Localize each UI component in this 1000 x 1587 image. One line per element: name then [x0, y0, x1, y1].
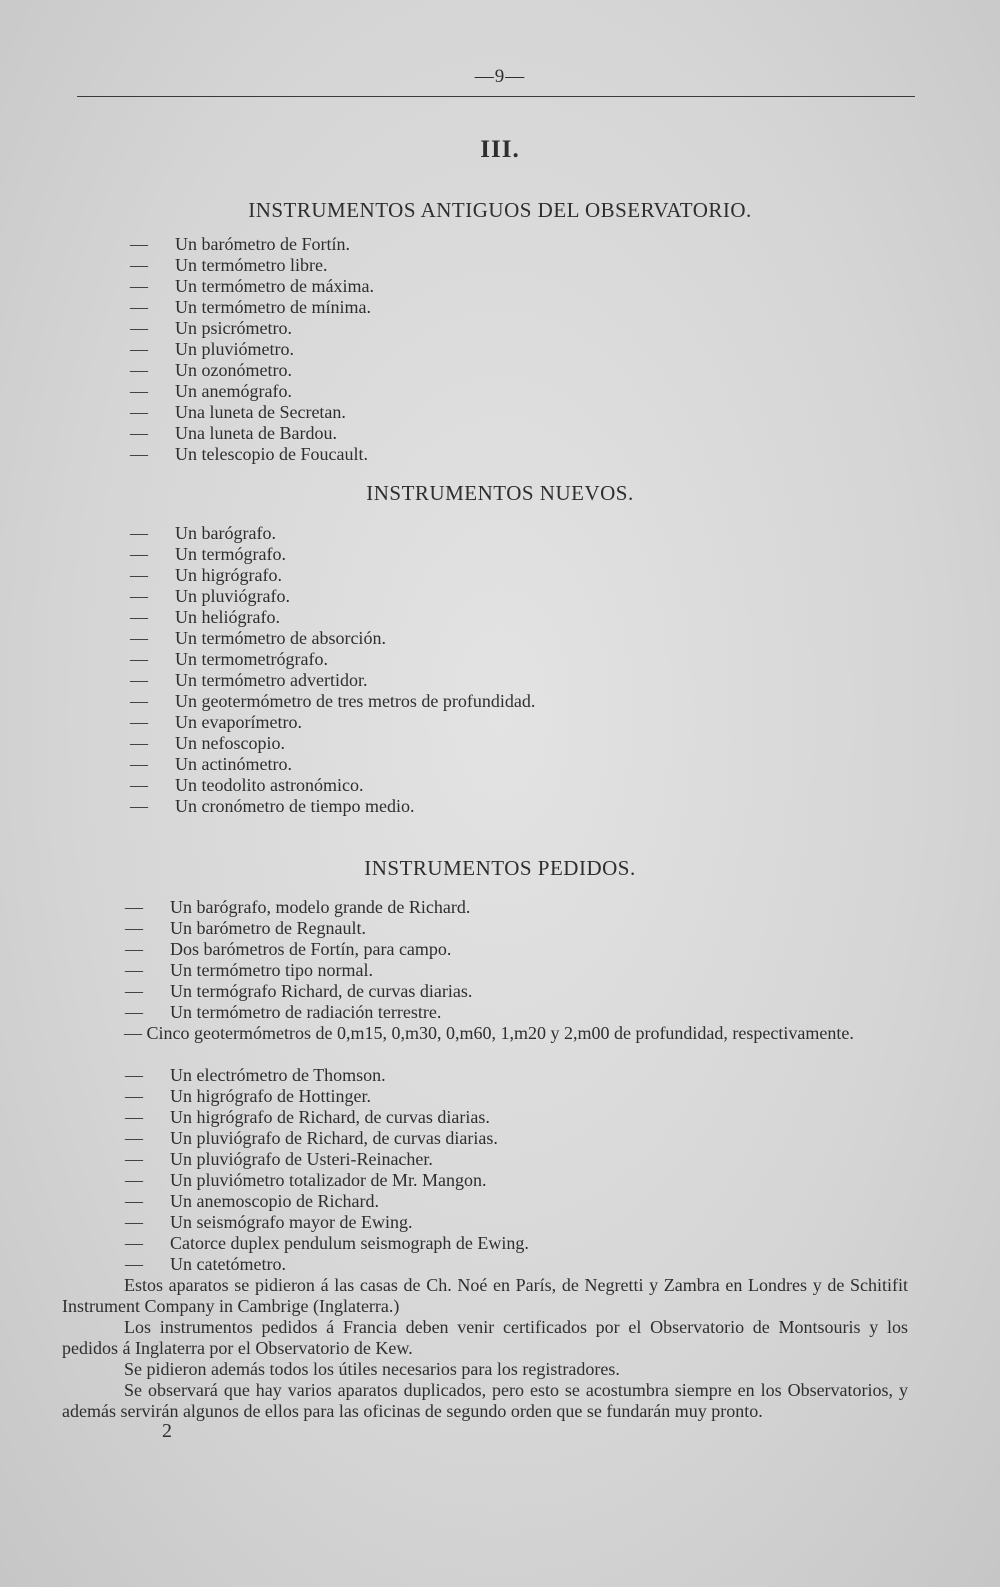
- list-nuevos: [130, 523, 535, 817]
- list-item: — Un higrógrafo de Richard, de curvas diarias.: [125, 1107, 490, 1127]
- list-item: — Un actinómetro.: [130, 754, 292, 774]
- paragraph: Se observará que hay varios aparatos duplicados, pero esto se acostumbra siempre en los Observatorios, y además servirán algunos de ellos para las oficinas de segundo orden que se fundarán muy pronto.: [62, 1380, 908, 1421]
- list-item: — Un catetómetro.: [125, 1254, 286, 1274]
- list-item: — Dos barómetros de Fortín, para campo.: [125, 939, 452, 959]
- list-item: — Un nefoscopio.: [130, 733, 285, 753]
- list-item: — Un termómetro de radiación terrestre.: [125, 1002, 442, 1022]
- list-item: — Un barómetro de Regnault.: [125, 918, 366, 938]
- list-item: — Un termometrógrafo.: [130, 649, 328, 669]
- list-item: — Un termógrafo Richard, de curvas diarias.: [125, 981, 473, 1001]
- page-number: —9—: [474, 66, 526, 87]
- list-item: — Un electrómetro de Thomson.: [125, 1065, 386, 1085]
- heading-nuevos: INSTRUMENTOS NUEVOS.: [366, 481, 634, 505]
- list-item: — Un heliógrafo.: [130, 607, 280, 627]
- list-item: — Un pluviógrafo.: [130, 586, 290, 606]
- list-item: — Un pluviómetro.: [130, 339, 294, 359]
- list-item: — Un termómetro de mínima.: [130, 297, 371, 317]
- list-item: — Un higrógrafo.: [130, 565, 282, 585]
- list-item: — Una luneta de Secretan.: [130, 402, 346, 422]
- list-item: — Un teodolito astronómico.: [130, 775, 364, 795]
- list-item: — Un barógrafo, modelo grande de Richard.: [125, 897, 471, 917]
- long-list-item: — Cinco geotermómetros de 0,m15, 0,m30, 0,m60, 1,m20 y 2,m00 de profundidad, respectivamente.: [124, 1023, 854, 1043]
- paragraph: Se pidieron además todos los útiles necesarios para los registradores.: [124, 1359, 620, 1379]
- list-antiguos: [130, 234, 374, 465]
- list-item: — Un barómetro de Fortín.: [130, 234, 350, 254]
- list-item: — Un anemoscopio de Richard.: [125, 1191, 379, 1211]
- list-item: — Un pluviómetro totalizador de Mr. Mangon.: [125, 1170, 487, 1190]
- list-item: — Un termómetro libre.: [130, 255, 328, 275]
- list-item: — Un termómetro de máxima.: [130, 276, 374, 296]
- list-item: — Una luneta de Bardou.: [130, 423, 337, 443]
- list-item: — Un termómetro tipo normal.: [125, 960, 373, 980]
- list-item: — Un evaporímetro.: [130, 712, 302, 732]
- list-item: — Catorce duplex pendulum seismograph de Ewing.: [125, 1233, 529, 1253]
- paragraph: Estos aparatos se pidieron á las casas de Ch. Noé en París, de Negretti y Zambra en Londres y de Schitifit Instrument Company in Cambrige (Inglaterra.): [62, 1275, 908, 1316]
- list-pedidos-a: [125, 897, 472, 1023]
- list-item: — Un ozonómetro.: [130, 360, 292, 380]
- list-item: — Un anemógrafo.: [130, 381, 292, 401]
- header-rule: [77, 96, 915, 97]
- list-item: — Un termómetro de absorción.: [130, 628, 386, 648]
- list-item: — Un termógrafo.: [130, 544, 286, 564]
- heading-antiguos: INSTRUMENTOS ANTIGUOS DEL OBSERVATORIO.: [248, 198, 752, 222]
- list-item: — Un pluviógrafo de Richard, de curvas diarias.: [125, 1128, 498, 1148]
- list-item: — Un psicrómetro.: [130, 318, 292, 338]
- signature-mark: 2: [162, 1420, 172, 1442]
- list-item: — Un higrógrafo de Hottinger.: [125, 1086, 371, 1106]
- list-pedidos-b: [125, 1065, 529, 1275]
- paragraph: Los instrumentos pedidos á Francia deben venir certificados por el Observatorio de Montsouris y los pedidos á Inglaterra por el Observatorio de Kew.: [62, 1317, 908, 1358]
- list-item: — Un pluviógrafo de Usteri-Reinacher.: [125, 1149, 433, 1169]
- list-item: — Un cronómetro de tiempo medio.: [130, 796, 415, 816]
- list-item: — Un telescopio de Foucault.: [130, 444, 368, 464]
- section-number: III.: [480, 136, 520, 163]
- list-item: — Un barógrafo.: [130, 523, 276, 543]
- list-item: — Un geotermómetro de tres metros de profundidad.: [130, 691, 536, 711]
- list-item: — Un seismógrafo mayor de Ewing.: [125, 1212, 413, 1232]
- body-paragraphs: [62, 1275, 908, 1422]
- list-item: — Un termómetro advertidor.: [130, 670, 368, 690]
- heading-pedidos: INSTRUMENTOS PEDIDOS.: [364, 856, 636, 880]
